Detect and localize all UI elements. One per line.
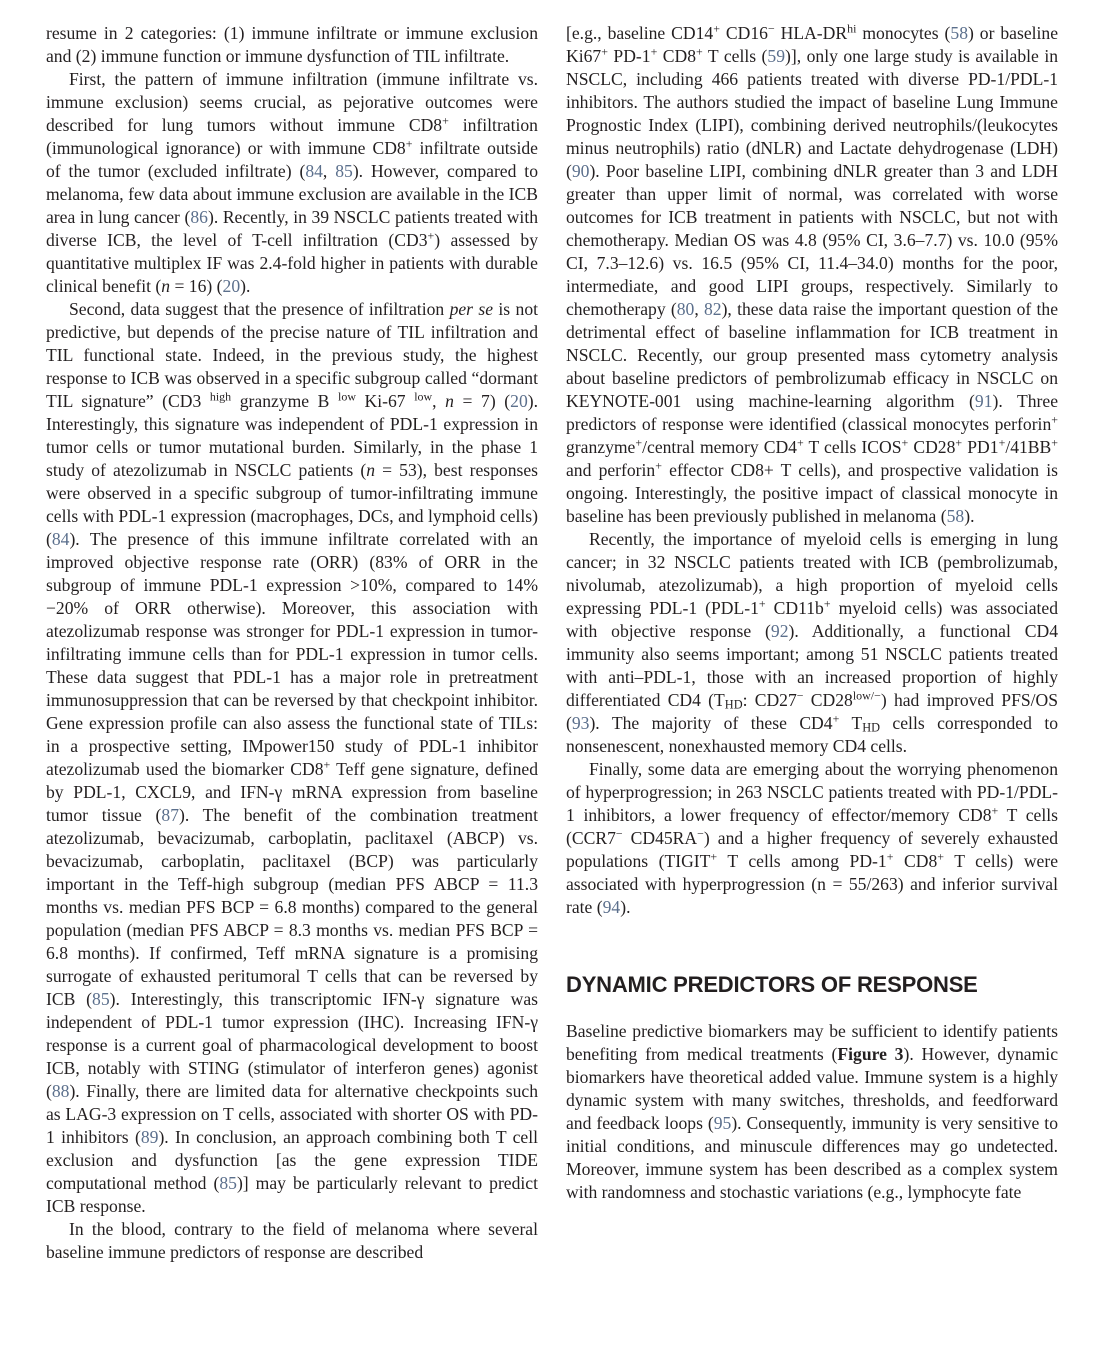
- text-run: ), these data raise the important question of the detrimental effect of baseline inflammation for ICB treatment in NSCLC. Recently, our group presented mass cytometry analysis about baseline predictors of pembrolizumab efficacy in NSCLC on KEYNOTE-001 using machine-learning algorithm (: [566, 299, 1059, 411]
- text-run: Teff gene signature, defined by PDL-1, CXCL9, and IFN-γ mRNA expression from baseline tumor tissue (: [46, 759, 538, 825]
- text-run: )] may be particularly relevant to predict ICB response.: [46, 1173, 539, 1216]
- superscript: +: [901, 435, 909, 450]
- citation-link[interactable]: 59: [767, 46, 786, 66]
- superscript: +: [427, 228, 435, 243]
- section-body: [566, 1020, 1058, 1204]
- superscript: +: [650, 44, 658, 59]
- text-run: ). Poor baseline LIPI, combining dNLR greater than 3 and LDH greater than upper limit of normal, was correlated with worse outcomes for ICB treatment in patients with NSCLC, but not with chemotherapy. Median OS was 4.8 (95% CI, 3.6–7.7) vs. 10.0 (95% CI, 7.3–12.6) vs. 16.5 (95% CI, 11.4–34.0) months for the poor, intermediate, and good LIPI groups, respectively. Similarly to chemotherapy (: [566, 161, 1058, 319]
- citation-link[interactable]: 85: [92, 989, 110, 1009]
- text-run: ). However, compared to melanoma, few data about immune exclusion are available in the ICB area in lung cancer (: [46, 161, 538, 227]
- text-run: ). Consequently, immunity is very sensitive to initial conditions, and minuscule differences may go undetected. Moreover, immune system has been described as a complex system with randomness and stochastic variations (e.g., lymphocyte fate: [566, 1113, 1058, 1202]
- superscript: +: [696, 44, 703, 59]
- text-run: PD-1: [607, 46, 651, 66]
- superscript: +: [796, 435, 804, 450]
- citation-link[interactable]: 88: [51, 1081, 70, 1101]
- text-run: ). Recently, in 39 NSCLC patients treated with diverse ICB, the level of T-cell infiltration (CD3: [46, 207, 539, 250]
- text-run: ).: [620, 897, 631, 917]
- text-run: ). Additionally, a functional CD4 immunity also seems important; among 51 NSCLC patients treated with anti–PDL-1, those with an increased proportion of highly differentiated CD4 (T: [566, 621, 1058, 710]
- citation-link[interactable]: 86: [190, 207, 208, 227]
- text-run: ). However, dynamic biomarkers have theoretical added value. Immune system is a highly dynamic system with many switches, thresholds, and feedforward and feedback loops (: [566, 1044, 1058, 1133]
- text-run: infiltrate outside of the tumor (excluded infiltrate) (: [46, 138, 538, 181]
- superscript: low: [338, 389, 356, 404]
- text-run: and perforin: [566, 460, 656, 480]
- paragraph: [46, 22, 538, 68]
- citation-link[interactable]: 90: [571, 161, 590, 181]
- superscript: +: [823, 596, 831, 611]
- text-run: = 53), best responses were observed in a specific subgroup of tumor-infiltrating immune cells with PDL-1 expression (macrophages, DCs, and lymphoid cells) (: [46, 460, 538, 549]
- citation-link[interactable]: 20: [222, 276, 241, 296]
- text-run: CD11b: [765, 598, 824, 618]
- superscript: +: [955, 435, 963, 450]
- text-run: [e.g., baseline CD14: [566, 23, 714, 43]
- paragraph: [566, 528, 1058, 758]
- superscript: +: [998, 435, 1006, 450]
- paragraph: [46, 1218, 538, 1264]
- text-run: ,: [432, 391, 446, 411]
- text-run: : CD27: [742, 690, 797, 710]
- superscript: hi: [847, 21, 857, 36]
- text-run: ). Interestingly, this transcriptomic IFN-γ signature was independent of PDL-1 tumor expression (IHC). Increasing IFN-γ response is a current goal of pharmacological development to boost ICB, notably with STING (stimulator of interferon genes) agonist (: [46, 989, 538, 1101]
- superscript: −: [796, 688, 804, 703]
- text-run: PD1: [962, 437, 999, 457]
- superscript: +: [713, 21, 720, 36]
- text-run: ). Interestingly, this signature was independent of PDL-1 expression in tumor cells or tumor mutational burden. Similarly, in the phase 1 study of atezolizumab in NSCLC patients (: [46, 391, 538, 480]
- left-column: [46, 22, 538, 1264]
- superscript: low/−: [852, 688, 881, 703]
- text-run: = 7) (: [453, 391, 511, 411]
- citation-link[interactable]: 58: [950, 23, 968, 43]
- text-run: ) and a higher frequency of severely exhausted populations (TIGIT: [566, 828, 1058, 871]
- superscript: low: [414, 389, 433, 404]
- right-column-body: [566, 22, 1058, 919]
- superscript: +: [758, 596, 766, 611]
- superscript: −: [697, 826, 704, 841]
- text-run: First, the pattern of immune infiltration (immune infiltrate vs. immune exclusion) seems crucial, as pejorative outcomes were described for lung tumors without immune CD8: [46, 69, 538, 135]
- text-run: T cells (CCR7: [566, 805, 1058, 848]
- text-run: is not predictive, but depends of the precise nature of TIL infiltration and TIL functional state. Indeed, in the previous study, the highest response to ICB was observed in a specific subgroup called “dormant TIL signature” (CD3: [46, 299, 539, 411]
- superscript: −: [615, 826, 623, 841]
- superscript: +: [991, 803, 999, 818]
- text-run: CD16: [719, 23, 768, 43]
- paragraph: [566, 22, 1058, 528]
- text-run: /central memory CD4: [642, 437, 797, 457]
- citation-link[interactable]: 94: [602, 897, 621, 917]
- citation-link[interactable]: 93: [571, 713, 590, 733]
- text-run: T: [839, 713, 863, 733]
- italic-text: n: [366, 460, 376, 480]
- text-run: ).: [240, 276, 251, 296]
- citation-link[interactable]: 89: [140, 1127, 159, 1147]
- text-run: = 16) (: [170, 276, 223, 296]
- paragraph: [46, 298, 538, 1218]
- text-run: Ki-67: [355, 391, 415, 411]
- text-run: T cells among PD-1: [717, 851, 887, 871]
- text-run: ,: [322, 161, 336, 181]
- text-run: T cells (: [702, 46, 768, 66]
- text-run: ) or baseline Ki67: [566, 23, 1059, 66]
- section-heading-dynamic-predictors: DYNAMIC PREDICTORS OF RESPONSE: [566, 972, 978, 997]
- text-run: CD28: [803, 690, 853, 710]
- superscript: +: [937, 849, 944, 864]
- superscript: high: [209, 389, 232, 404]
- paragraph: [566, 758, 1058, 919]
- citation-link[interactable]: 84: [51, 529, 70, 549]
- text-run: CD8: [657, 46, 697, 66]
- citation-link[interactable]: 85: [335, 161, 353, 181]
- citation-link[interactable]: 20: [510, 391, 528, 411]
- text-run: granzyme: [566, 437, 636, 457]
- superscript: +: [1051, 435, 1059, 450]
- citation-link[interactable]: 84: [305, 161, 323, 181]
- citation-link[interactable]: 80: [676, 299, 695, 319]
- text-run: ,: [694, 299, 704, 319]
- superscript: +: [886, 849, 894, 864]
- text-run: T cells) were associated with hyperprogression (n = 55/263) and inferior survival rate (: [566, 851, 1059, 917]
- citation-link[interactable]: 87: [161, 805, 179, 825]
- citation-link[interactable]: 95: [713, 1113, 732, 1133]
- superscript: +: [323, 757, 331, 772]
- text-run: T cells ICOS: [803, 437, 902, 457]
- superscript: −: [767, 21, 775, 36]
- citation-link[interactable]: 85: [219, 1173, 237, 1193]
- text-run: /41BB: [1005, 437, 1052, 457]
- right-column: [566, 22, 1058, 1204]
- text-run: granzyme B: [231, 391, 339, 411]
- paragraph: [566, 1020, 1058, 1204]
- text-run: CD45RA: [622, 828, 698, 848]
- text-run: ). The presence of this immune infiltrate correlated with an improved objective response rate (ORR) (83% of ORR in the subgroup of immune PDL-1 expression >10%, compared to 14%−20% of ORR otherwise). Moreover, this association with atezolizumab response was stronger for PDL-1 expression in tumor-infiltrating immune cells than for PDL-1 expression in tumor cells. These data suggest that PDL-1 has a major role in pretreatment immunosuppression that can be reversed by that checkpoint inhibitor. Gene expression profile can also assess the functional state of TILs: in a prospective setting, IMpower150 study of PDL-1 inhibitor atezolizumab used the biomarker CD8: [46, 529, 538, 779]
- superscript: +: [710, 849, 718, 864]
- text-run: ) had improved PFS/OS (: [566, 690, 1059, 733]
- superscript: +: [655, 458, 662, 473]
- text-run: Recently, the importance of myeloid cells is emerging in lung cancer; in 32 NSCLC patients treated with ICB (pembrolizumab, nivolumab, atezolizumab), a high proportion of myeloid cells expressing PDL-1 (PDL-1: [566, 529, 1058, 618]
- text-run: ). The benefit of the combination treatment atezolizumab, bevacizumab, carboplatin, paclitaxel (ABCP) vs. bevacizumab, carboplatin, paclitaxel (BCP) was particularly important in the Teff-high subgroup (median PFS ABCP = 11.3 months vs. median PFS BCP = 6.8 months) compared to the general population (median PFS ABCP = 8.3 months vs. median PFS BCP = 6.8 months). If confirmed, Teff mRNA signature is a promising surrogate of exhausted peritumoral T cells that can be reversed by ICB (: [46, 805, 538, 1009]
- superscript: +: [442, 113, 449, 128]
- italic-text: per se: [449, 299, 494, 319]
- text-run: Baseline predictive biomarkers may be sufficient to identify patients benefiting from medical treatments (: [566, 1021, 1058, 1064]
- citation-link[interactable]: 82: [703, 299, 722, 319]
- text-run: ) assessed by quantitative multiplex IF was 2.4-fold higher in patients with durable clinical benefit (: [46, 230, 538, 296]
- text-run: ). In conclusion, an approach combining both T cell exclusion and dysfunction [as the gene expression TIDE computational method (: [46, 1127, 539, 1193]
- citation-link[interactable]: 91: [974, 391, 993, 411]
- text-run: Finally, some data are emerging about the worrying phenomenon of hyperprogression; in 263 NSCLC patients treated with PD-1/PDL-1 inhibitors, a lower frequency of effector/memory CD8: [566, 759, 1058, 825]
- text-run: effector CD8+ T cells), and prospective validation is ongoing. Interestingly, the positive impact of classical monocyte in baseline has been previously published in melanoma (: [566, 460, 1058, 526]
- italic-text: n: [445, 391, 454, 411]
- superscript: +: [405, 136, 413, 151]
- text-run: ). The majority of these CD4: [589, 713, 833, 733]
- text-run: HLA-DR: [774, 23, 848, 43]
- superscript: +: [601, 44, 608, 59]
- paragraph: [46, 68, 538, 298]
- text-run: monocytes (: [856, 23, 951, 43]
- text-run: infiltration (immunological ignorance) or with immune CD8: [46, 115, 538, 158]
- text-run: resume in 2 categories: (1) immune infiltrate or immune exclusion and (2) immune function or immune dysfunction of TIL infiltrate.: [46, 23, 538, 66]
- text-run: cells corresponded to nonsenescent, nonexhausted memory CD4 cells.: [566, 713, 1058, 756]
- citation-link[interactable]: 58: [946, 506, 965, 526]
- subscript: HD: [862, 720, 880, 735]
- subscript: HD: [724, 697, 743, 712]
- text-run: ). Finally, there are limited data for alternative checkpoints such as LAG-3 expression on T cells, associated with shorter OS with PD-1 inhibitors (: [46, 1081, 538, 1147]
- citation-link[interactable]: 92: [770, 621, 789, 641]
- text-run: ). Three predictors of response were identified (classical monocytes perforin: [566, 391, 1059, 434]
- text-run: In the blood, contrary to the field of melanoma where several baseline immune predictors of response are described: [46, 1219, 538, 1262]
- text-run: )], only one large study is available in NSCLC, including 466 patients treated with diverse PD-1/PDL-1 inhibitors. The authors studied the impact of baseline Lung Immune Prognostic Index (LIPI), combining derived neutrophils/(leukocytes minus neutrophils) ratio (dNLR) and Lactate dehydrogenase (LDH) (: [566, 46, 1059, 181]
- text-run: CD28: [908, 437, 956, 457]
- superscript: +: [635, 435, 643, 450]
- text-run: Second, data suggest that the presence of infiltration: [69, 299, 450, 319]
- italic-text: n: [161, 276, 171, 296]
- text-run: ).: [964, 506, 975, 526]
- text-run: CD8: [893, 851, 938, 871]
- superscript: +: [832, 711, 840, 726]
- superscript: +: [1051, 412, 1058, 427]
- figure-reference-link[interactable]: Figure 3: [837, 1044, 904, 1064]
- text-run: myeloid cells) was associated with objective response (: [566, 598, 1058, 641]
